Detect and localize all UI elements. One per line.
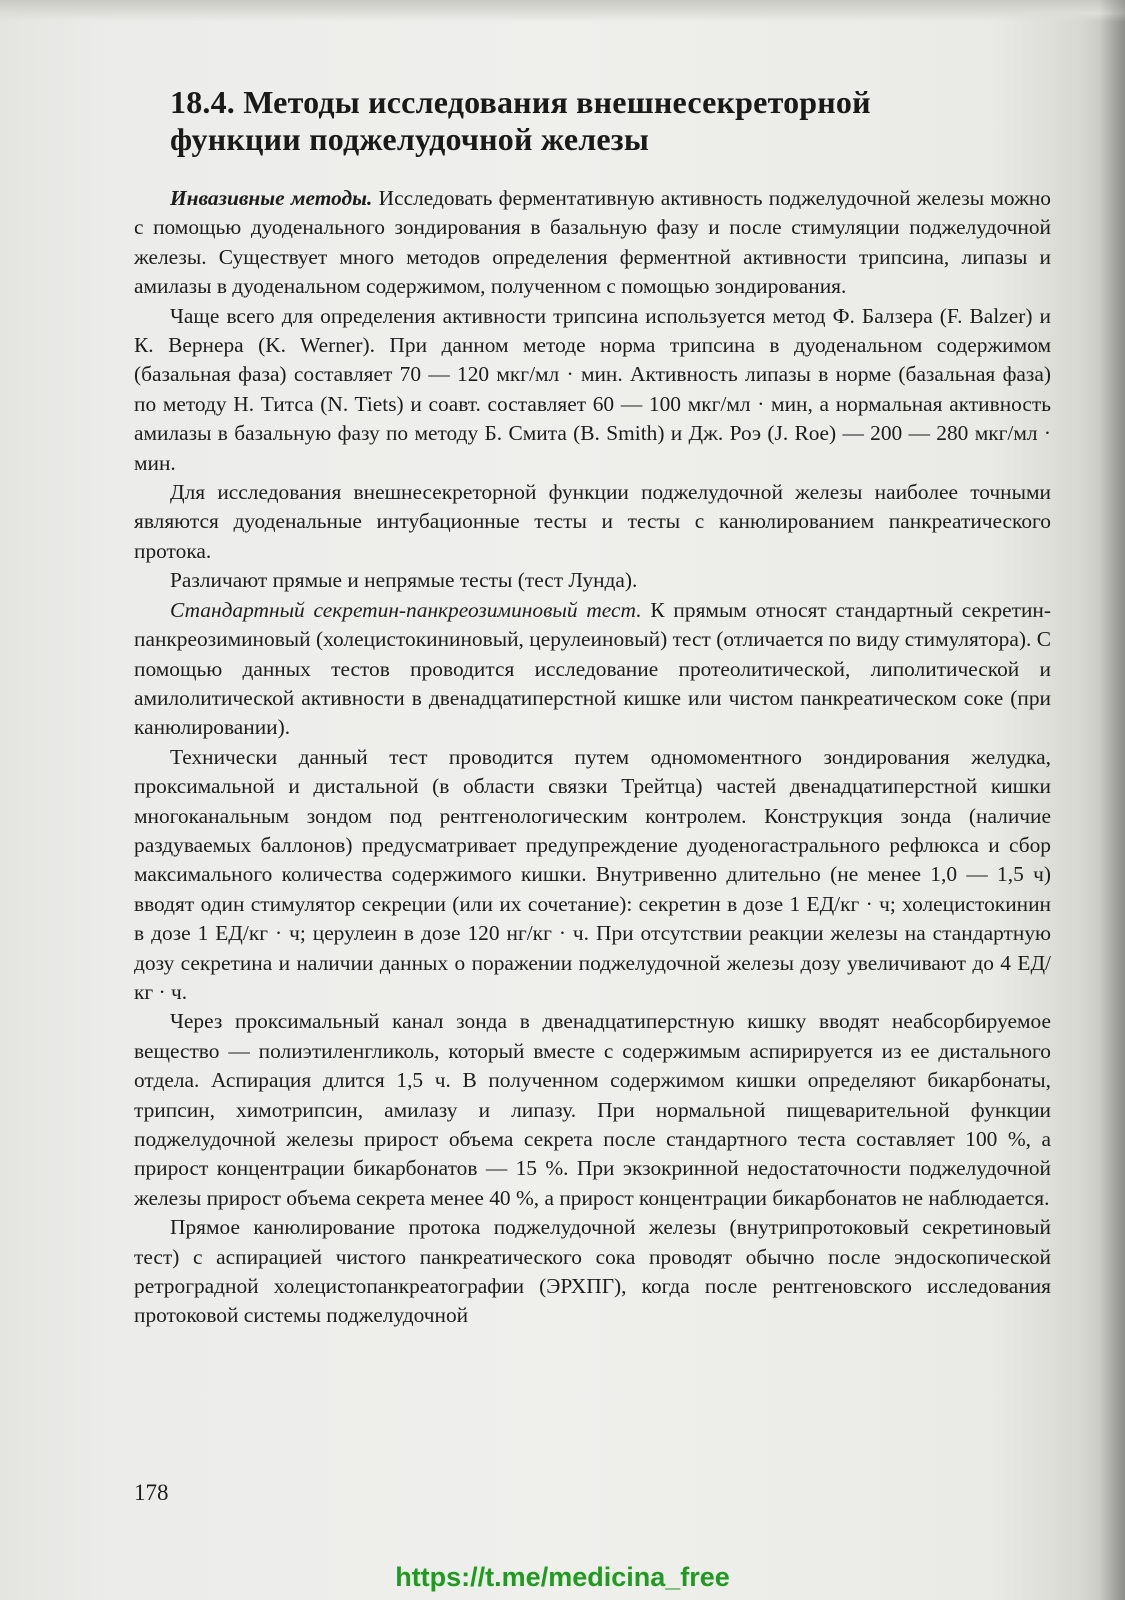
paragraph-text: Исследовать ферментативную активность поджелудочной железы можно с помощью дуоденального зондирования в базальную фазу и после стимуляции поджелудочной железы. Существует много методов определения ферментной активности трипсина, липазы и амилазы в дуоденальном содержимом, полученном с помощью зондирования.	[134, 186, 1051, 299]
paragraph-secretin-test	[134, 596, 1051, 743]
page-number: 178	[134, 1480, 169, 1505]
paragraph-trypsin-methods: Чаще всего для определения активности трипсина используется метод Ф. Балзера (F. Balzer) и К. Вернера (K. Werner). При данном методе норма трипсина в дуоденальном содержимом (базальная фаза) составляет 70 — 120 мкг/мл · мин. Активность липазы в норме (базальная фаза) по методу Н. Титса (N. Tiets) и соавт. составляет 60 — 100 мкг/мл · мин, а нормальная активность амилазы в базальную фазу по методу Б. Смита (B. Smith) и Дж. Роэ (J. Roe) — 200 — 280 мкг/мл · мин.	[134, 303, 1051, 475]
section-title	[170, 84, 1051, 158]
paragraph-intubation-tests: Для исследования внешнесекреторной функции поджелудочной железы наиболее точными являются дуоденальные интубационные тесты и тесты с канюлированием панкреатического протока.	[134, 480, 1051, 563]
page-content	[134, 84, 1051, 1331]
paragraph-invasive-methods	[134, 184, 1051, 302]
paragraph-text: К прямым относят стандартный секретин-панкреозиминовый (холецистокининовый, церулеиновый) тест (отличается по виду стимулятора). С помощью данных тестов проводится исследование протеолитической, липолитической и амилолитической активности в двенадцатиперстной кишке или чистом панкреатическом соке (при канюлировании).	[134, 597, 1052, 740]
paragraph-aspiration: Через проксимальный канал зонда в двенадцатиперстную кишку вводят неабсорбируемое вещество — полиэтиленгликоль, который вместе с содержимым аспирируется из ее дистального отдела. Аспирация длится 1,5 ч. В полученном содержимом кишки определяют бикарбонаты, трипсин, химотрипсин, амилазу и липазу. При нормальной пищеварительной функции поджелудочной железы прирост объема секрета после стандартного теста составляет 100 %, а прирост концентрации бикарбонатов — 15 %. При экзокринной недостаточности поджелудочной железы прирост объема секрета менее 40 %, а прирост концентрации бикарбонатов не наблюдается.	[134, 1009, 1051, 1210]
paragraph-cannulation: Прямое канюлирование протока поджелудочной железы (внутрипротоковый секретиновый тест) с аспирацией чистого панкреатического сока проводят обычно после эндоскопической ретроградной холецистопанкреатографии (ЭРХПГ), когда после рентгеновского исследования протоковой системы поджелудочной	[134, 1215, 1051, 1328]
binding-shadow	[1099, 0, 1125, 1600]
paragraph-test-technique: Технически данный тест проводится путем одномоментного зондирования желудка, проксимальной и дистальной (в области связки Трейтца) частей двенадцатиперстной кишки многоканальным зондом под рентгенологическим контролем. Конструкция зонда (наличие раздуваемых баллонов) предусматривает предупреждение дуоденогастрального рефлюкса и сбор максимального количества содержимого кишки. Внутривенно длительно (не менее 1,0 — 1,5 ч) вводят один стимулятор секреции (или их сочетание): секретин в дозе 1 ЕД/кг · ч; холецистокинин в дозе 1 ЕД/кг · ч; церулеин в дозе 120 нг/кг · ч. При отсутствии реакции железы на стандартную дозу секретина и наличии данных о поражении поджелудочной железы дозу увеличивают до 4 ЕД/кг · ч.	[134, 744, 1051, 1004]
body-text	[134, 184, 1051, 1331]
page-top-edge	[0, 0, 1125, 22]
paragraph-lead-heading: Инвазивные методы.	[170, 186, 373, 210]
section-title-line-2: функции поджелудочной железы	[170, 121, 650, 157]
paragraph-lead-italic: Стандартный секретин-панкреозиминовый тест.	[170, 597, 642, 622]
section-title-line-1: 18.4. Методы исследования внешнесекреторной	[170, 84, 871, 120]
telegram-link[interactable]: https://t.me/medicina_free	[395, 1562, 730, 1592]
paragraph-direct-indirect-tests: Различают прямые и непрямые тесты (тест Лунда).	[170, 568, 638, 593]
